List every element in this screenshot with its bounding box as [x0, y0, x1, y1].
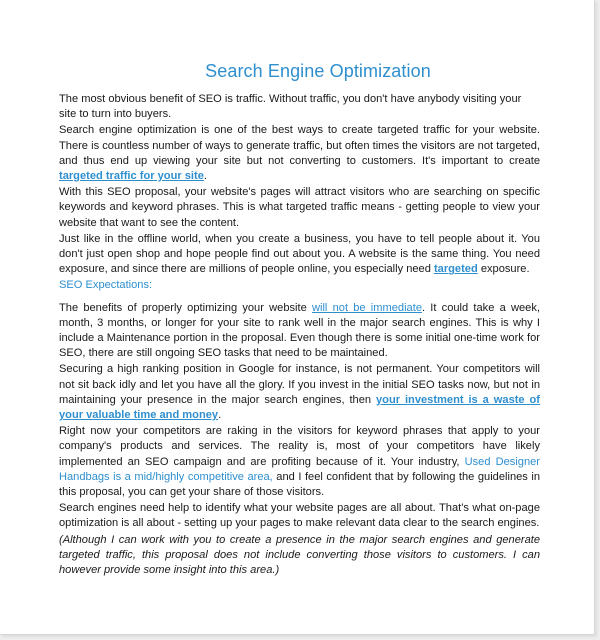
- link-not-immediate[interactable]: will not be immediate: [311, 301, 422, 314]
- paragraph-disclaimer: (Although I can work with you to create a presence in the major search engines and generate targeted traffic, this proposal does not include converting those visitors to customers. I can however provide some insight into this area.): [59, 533, 540, 577]
- paragraph-traffic-benefit: The most obvious benefit of SEO is traffic. Without traffic, you don't have anybody visiting your site to turn into buyers.: [59, 93, 522, 121]
- paragraph-competitors: Right now your competitors are raking in the visitors for keyword phrases that apply to your company's products and services. The reality is, most of your competitors have likely implemented an SEO campaign and are profiting because of it. Your industry, Used Designer Handbags is a mid/highly competitive area, and I feel confident that by following the guidelines in this proposal, you can get your share of those visitors.: [59, 425, 540, 499]
- paragraph-proposal-visitors: With this SEO proposal, your website's pages will attract visitors who are searching on specific keywords and keyword phrases. This is what targeted traffic means - getting people to view your website that want to see the content.: [59, 186, 540, 229]
- section-heading-seo-expectations: SEO Expectations:: [59, 279, 153, 292]
- link-targeted-traffic[interactable]: targeted traffic for your site: [59, 170, 204, 183]
- link-investment-waste[interactable]: your investment is a waste of your valuable time and money: [59, 393, 541, 422]
- paragraph-not-immediate: The benefits of properly optimizing your website will not be immediate. It could take a week, month, 3 months, or longer for your site to rank well in the major search engines. This is why I include a Maintenance portion in the proposal. Even though there is some initial one-time work for SEO, there are still ongoing SEO tasks that need to be maintained.: [59, 301, 540, 360]
- paragraph-on-page-optimization: Search engines need help to identify what your website pages are all about. That's what on-page optimization is all about - setting up your pages to make relevant data clear to the search engines.: [59, 502, 540, 530]
- paragraph-targeted-traffic: Search engine optimization is one of the best ways to create targeted traffic for your website. There is countless number of ways to generate traffic, but often times the visitors are not targeted, and thus end up viewing your site but not converting to customers. It's important to create targeted traffic for your site.: [59, 124, 540, 183]
- document-body: [59, 92, 540, 579]
- paragraph-ranking-permanence: Securing a high ranking position in Google for instance, is not permanent. Your competitors will not sit back idly and let you have all the glory. If you invest in the initial SEO tasks now, but not in maintaining your presence in the major search engines, then your investment is a waste of your valuable time and money.: [59, 363, 541, 422]
- industry-highlight: Used Designer Handbags is a mid/highly competitive area,: [59, 455, 540, 483]
- page-title: Search Engine Optimization: [205, 61, 431, 81]
- link-targeted[interactable]: targeted: [433, 263, 478, 276]
- paragraph-exposure: Just like in the offline world, when you create a business, you have to tell people about it. You don't just open shop and hope people find out about you. A website is the same thing. You need exposure, and since there are millions of people online, you especially need targeted exposure.: [59, 232, 540, 276]
